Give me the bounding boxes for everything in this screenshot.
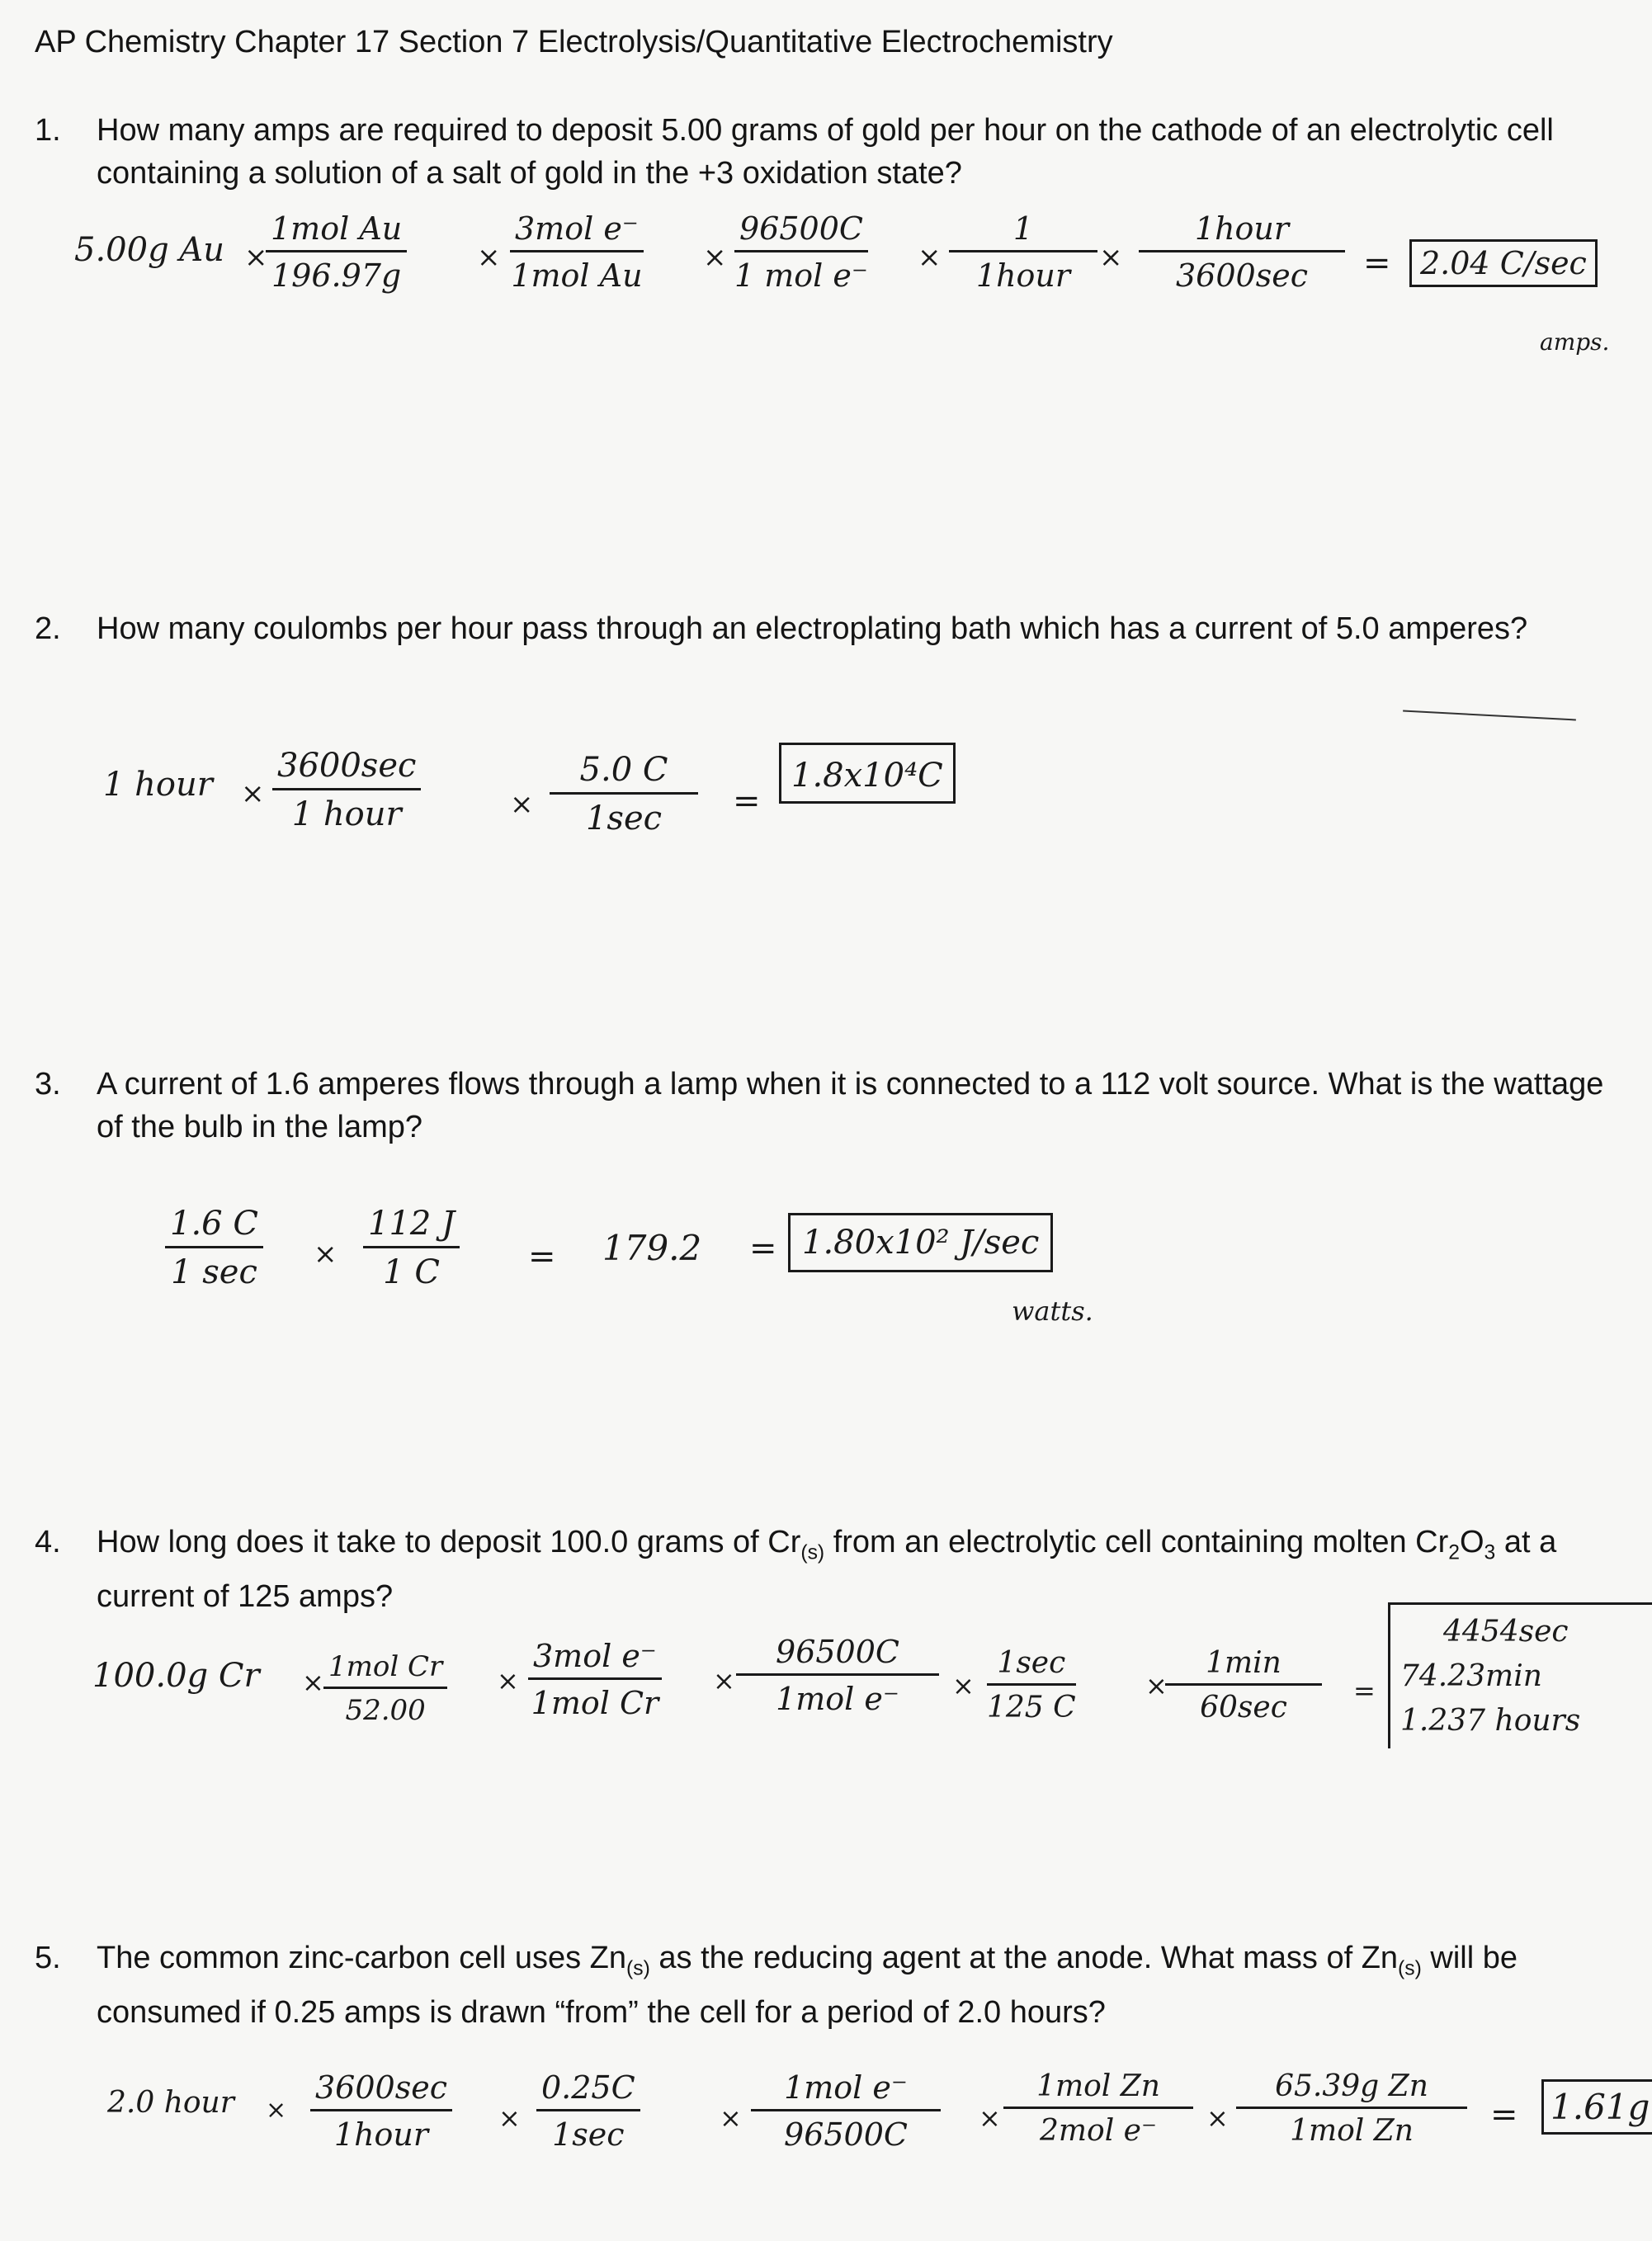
question-text: How long does it take to deposit 100.0 grams of $Cr_{(s)}$ from an electrolytic cell containing molten $Cr_2O_3$ at a current of 125 amps? — [97, 1525, 1557, 1614]
stray-pen-mark — [1403, 710, 1576, 721]
conversion-fraction: 1mol Au 196.97g — [266, 210, 407, 294]
question-number: 2. — [35, 611, 61, 646]
answer-box: 1.61g — [1541, 2079, 1652, 2135]
multiply-sign: × — [703, 241, 727, 274]
question-5 — [35, 1937, 1627, 2034]
work-start-value: 2.0 hour — [107, 2086, 234, 2120]
question-text: How many amps are required to deposit 5.00 grams of gold per hour on the cathode of an electrolytic cell containing a solution of a salt of gold in the +3 oxidation state? — [97, 113, 1554, 191]
conversion-fraction: 0.25C 1sec — [536, 2069, 640, 2153]
answer-box: 2.04 C/sec — [1409, 239, 1598, 287]
work-start-value: 5.00g Au — [74, 231, 225, 269]
question-number: 4. — [35, 1525, 61, 1559]
conversion-fraction: 96500C 1 mol e⁻ — [734, 210, 868, 294]
multiply-sign: × — [1099, 241, 1123, 274]
question-text: The common zinc-carbon cell uses $Zn_{(s)}$ as the reducing agent at the anode. What mass of $Zn_{(s)}$ will be consumed if 0.25 amps is drawn “from” the cell for a period of 2.0 hours? — [97, 1941, 1517, 2030]
answer-unit-note: amps. — [1540, 328, 1610, 356]
question-1 — [35, 109, 1627, 195]
conversion-fraction: 1sec 125 C — [987, 1646, 1076, 1724]
conversion-fraction: 1mol e⁻ 96500C — [751, 2069, 941, 2153]
equals-sign: = — [1363, 244, 1391, 282]
conversion-fraction: 96500C 1mol e⁻ — [736, 1634, 939, 1717]
conversion-fraction: 1mol Zn 2mol e⁻ — [1003, 2069, 1193, 2148]
answer-minutes: 74.23min — [1400, 1659, 1542, 1693]
answer-box — [1388, 1602, 1652, 1748]
question-3 — [35, 1063, 1627, 1149]
multiply-sign: × — [979, 2102, 1001, 2134]
conversion-fraction: 3600sec 1hour — [310, 2069, 452, 2153]
conversion-fraction: 3mol e⁻ 1mol Cr — [528, 1638, 662, 1721]
multiply-sign: × — [498, 2102, 521, 2134]
question-number: 3. — [35, 1067, 61, 1102]
answer-box: 1.80x10² J/sec — [788, 1213, 1053, 1272]
multiply-sign: × — [720, 2102, 742, 2134]
question-number: 5. — [35, 1941, 61, 1975]
answer-seconds: 4454sec — [1443, 1615, 1569, 1649]
equals-sign: = — [749, 1229, 777, 1267]
multiply-sign: × — [302, 1667, 324, 1698]
multiply-sign: × — [1206, 2102, 1229, 2134]
intermediate-result: 179.2 — [602, 1228, 702, 1268]
work-start-value: 100.0g Cr — [92, 1657, 260, 1695]
equals-sign: = — [1490, 2096, 1518, 2134]
equals-sign: = — [1353, 1675, 1376, 1706]
multiply-sign: × — [244, 241, 268, 274]
multiply-sign: × — [497, 1665, 519, 1696]
multiply-sign: × — [477, 241, 501, 274]
multiply-sign: × — [314, 1238, 337, 1271]
work-start-value: 1 hour — [103, 766, 213, 804]
equals-sign: = — [528, 1238, 556, 1276]
answer-unit-note: watts. — [1012, 1295, 1093, 1327]
conversion-fraction: 5.0 C 1sec — [550, 751, 698, 837]
conversion-fraction: 1 1hour — [949, 210, 1097, 294]
multiply-sign: × — [510, 788, 534, 821]
multiply-sign: × — [266, 2096, 287, 2125]
conversion-fraction: 1.6 C 1 sec — [165, 1205, 263, 1291]
multiply-sign: × — [952, 1670, 975, 1701]
equals-sign: = — [733, 782, 761, 820]
conversion-fraction: $\frac{112 J}{1 C}$ — [363, 1205, 460, 1291]
multiply-sign: × — [241, 777, 265, 810]
multiply-sign: × — [1145, 1670, 1168, 1701]
conversion-fraction: 1hour 3600sec — [1139, 210, 1345, 294]
page-title: AP Chemistry Chapter 17 Section 7 Electrolysis/Quantitative Electrochemistry — [35, 25, 1113, 59]
answer-box: 1.8x10⁴C — [779, 743, 956, 804]
question-2 — [35, 607, 1627, 650]
question-text: How many coulombs per hour pass through an electroplating bath which has a current of 5.0 amperes? — [97, 611, 1528, 646]
question-number: 1. — [35, 113, 61, 148]
conversion-fraction: 3600sec 1 hour — [272, 747, 421, 833]
multiply-sign: × — [918, 241, 942, 274]
answer-hours: 1.237 hours — [1400, 1704, 1581, 1738]
conversion-fraction: 1mol Cr 52.00 — [323, 1650, 447, 1727]
conversion-fraction: 3mol e⁻ 1mol Au — [511, 210, 643, 294]
conversion-fraction: 65.39g Zn 1mol Zn — [1236, 2069, 1467, 2148]
conversion-fraction: 1min 60sec — [1165, 1646, 1322, 1724]
question-text: A current of 1.6 amperes flows through a lamp when it is connected to a 112 volt source. What is the wattage of the bulb in the lamp? — [97, 1067, 1604, 1144]
multiply-sign: × — [713, 1665, 735, 1696]
